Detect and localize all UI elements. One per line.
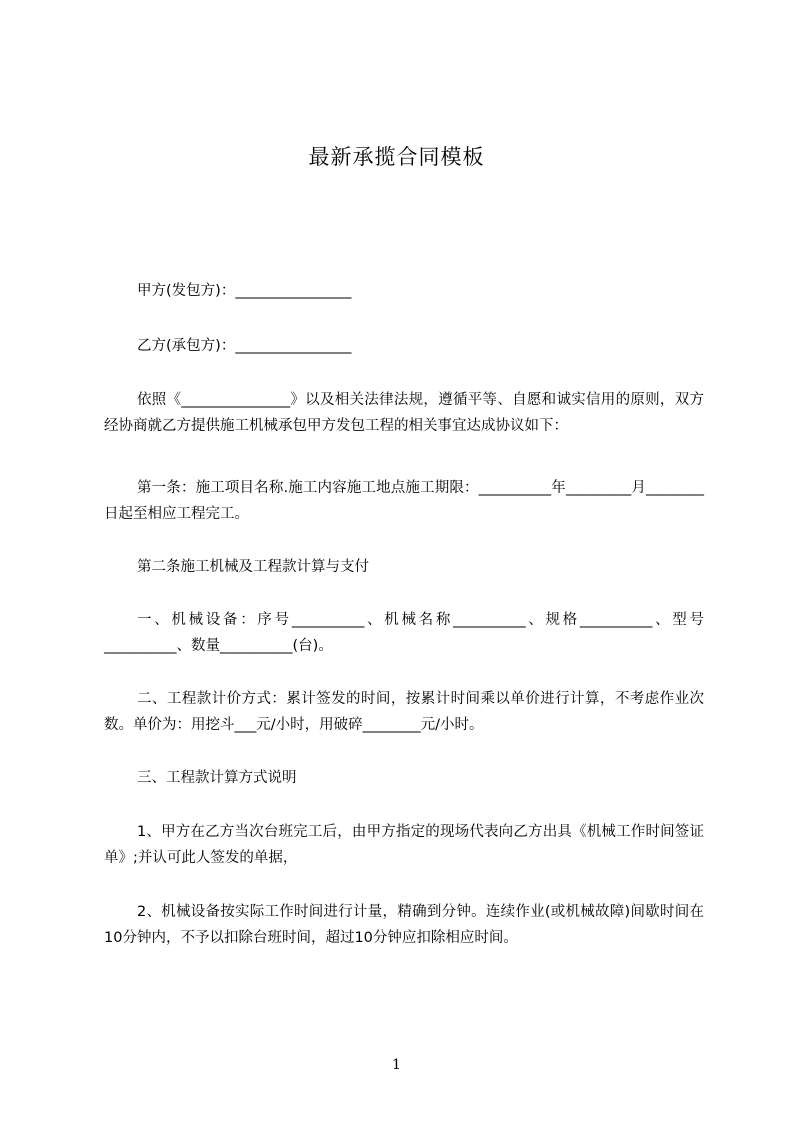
- preamble-paragraph: 依照《_______________》以及相关法律法规，遵循平等、自愿和诚实信用的原则，双方经协商就乙方提供施工机械承包甲方发包工程的相关事宜达成协议如下：: [104, 392, 704, 434]
- calculation-item-2: 2、机械设备按实际工作时间进行计量，精确到分钟。连续作业(或机械故障)间歇时间在10分钟内，不予以扣除台班时间，超过10分钟应扣除相应时间。: [104, 904, 704, 946]
- article-one-paragraph: 第一条：施工项目名称.施工内容施工地点施工期限：__________年_________月________日起至相应工程完工。: [104, 480, 704, 522]
- pricing-paragraph: 二、工程款计价方式：累计签发的时间，按累计时间乘以单价进行计算，不考虑作业次数。单价为：用挖斗___元/小时，用破碎________元/小时。: [104, 691, 704, 733]
- calculation-item-1: 1、甲方在乙方当次台班完工后，由甲方指定的现场代表向乙方出具《机械工作时间签证单》;并认可此人签发的单据，: [104, 824, 704, 866]
- party-b-line: 乙方(承包方)：________________: [137, 338, 352, 354]
- document-title: 最新承揽合同模板: [308, 145, 485, 169]
- calculation-heading: 三、工程款计算方式说明: [137, 770, 297, 786]
- machinery-paragraph: 一、机械设备：序号__________、机械名称__________、规格__________、型号__________、数量__________(台)。: [104, 612, 704, 654]
- party-a-line: 甲方(发包方)：________________: [137, 283, 352, 299]
- page-number: 1: [392, 1057, 401, 1073]
- article-two-heading: 第二条施工机械及工程款计算与支付: [137, 559, 369, 575]
